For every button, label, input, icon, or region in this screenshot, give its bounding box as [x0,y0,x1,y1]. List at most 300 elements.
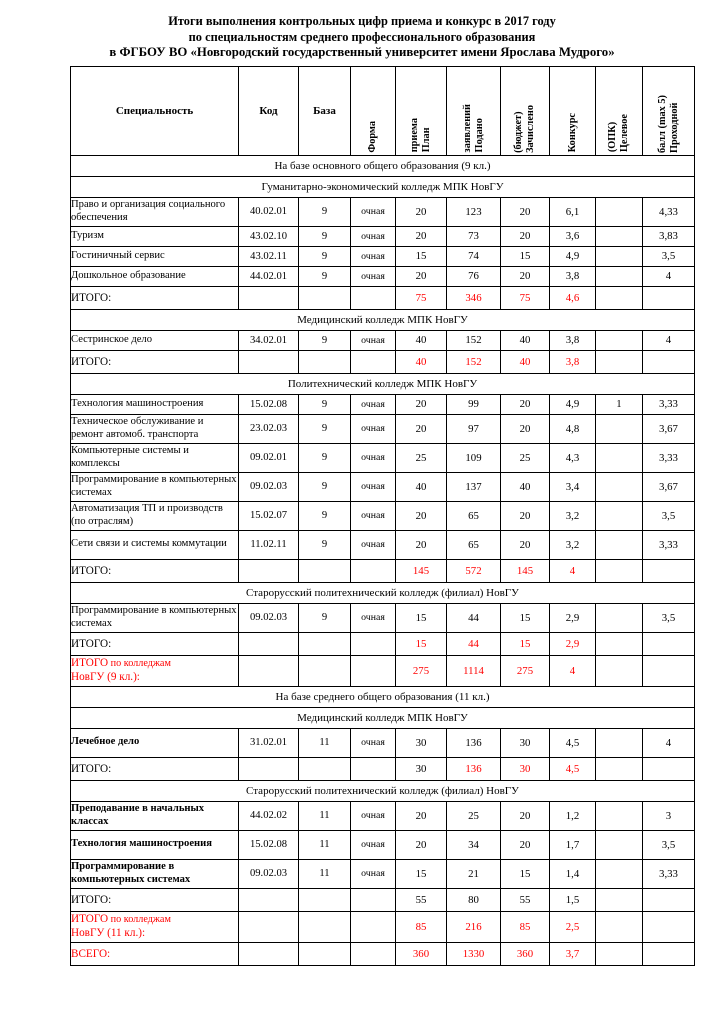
cell-competition: 3,8 [550,350,596,373]
cell-code: 15.02.08 [239,830,299,859]
table-row [71,330,695,350]
table-body [71,155,695,965]
cell-competition: 4,5 [550,757,596,780]
cell-code [239,888,299,911]
cell-plan: 15 [396,632,447,655]
cell-plan: 20 [396,226,447,246]
cell-applications: 76 [447,266,501,286]
section-header-label: Старорусский политехнический колледж (филиал) НовГУ [71,780,695,801]
cell-competition: 2,9 [550,632,596,655]
cell-enrolled: 40 [501,330,550,350]
cell-base: 9 [299,472,351,501]
cell-base [299,911,351,942]
cell-plan: 40 [396,330,447,350]
table-row [71,246,695,266]
cell-competition: 4 [550,655,596,686]
cell-competition: 4,9 [550,246,596,266]
table-row [71,226,695,246]
cell-plan: 275 [396,655,447,686]
cell-plan: 85 [396,911,447,942]
cell-passing-score [643,757,695,780]
cell-applications: 65 [447,501,501,530]
cell-target [596,603,643,632]
table-header-row [71,66,695,155]
subtotal-row [71,757,695,780]
cell-target [596,632,643,655]
cell-base: 11 [299,801,351,830]
cell-passing-score: 3,33 [643,859,695,888]
table-row [71,472,695,501]
cell-passing-score: 3,83 [643,226,695,246]
cell-specialty: Автоматизация ТП и производств (по отраслям) [71,501,239,530]
cell-form: очная [351,246,396,266]
column-header-enrolled [501,66,550,155]
title-line-3: в ФГБОУ ВО «Новгородский государственный университет имени Ярослава Мудрого» [109,45,615,59]
cell-target [596,226,643,246]
cell-target [596,728,643,757]
cell-passing-score: 3,5 [643,501,695,530]
cell-applications: 1330 [447,942,501,965]
cell-form: очная [351,266,396,286]
grand-total-label-line2: НовГУ (11 кл.): [71,926,146,939]
cell-base: 9 [299,266,351,286]
cell-enrolled: 20 [501,530,550,559]
subtotal-row [71,350,695,373]
section-header-row [71,686,695,707]
cell-form: очная [351,472,396,501]
cell-form [351,655,396,686]
subtotal-row [71,286,695,309]
grand-total-label-rest: по колледжам [108,913,171,925]
cell-base: 11 [299,859,351,888]
cell-code: 23.02.03 [239,414,299,443]
cell-specialty: Технология машиностроения [71,394,239,414]
table-row [71,830,695,859]
column-header-apps-line2: заявлений [461,104,473,153]
cell-competition: 4,6 [550,286,596,309]
cell-code [239,559,299,582]
column-header-passing-line1: Проходной [668,102,680,153]
admissions-table [70,66,695,966]
table-row [71,414,695,443]
column-header-target-line2: (ОПК) [607,122,618,153]
cell-target [596,501,643,530]
cell-code: 09.02.01 [239,443,299,472]
cell-competition: 4,9 [550,394,596,414]
cell-passing-score: 4,33 [643,197,695,226]
section-header-row [71,155,695,176]
cell-specialty: Компьютерные системы и комплексы [71,443,239,472]
cell-plan: 15 [396,603,447,632]
cell-plan: 20 [396,801,447,830]
cell-form [351,286,396,309]
cell-passing-score [643,632,695,655]
table-row [71,603,695,632]
cell-plan: 55 [396,888,447,911]
cell-plan: 20 [396,530,447,559]
cell-applications: 152 [447,330,501,350]
cell-enrolled: 20 [501,266,550,286]
cell-enrolled: 15 [501,859,550,888]
cell-specialty: Преподавание в начальных классах [71,801,239,830]
table-row [71,443,695,472]
cell-passing-score: 3,5 [643,603,695,632]
title-line-1: Итоги выполнения контрольных цифр приема и конкурс в 2017 году [168,14,556,28]
column-header-base [299,66,351,155]
cell-code [239,286,299,309]
cell-passing-score: 3 [643,801,695,830]
section-header-label: Медицинский колледж МПК НовГУ [71,707,695,728]
grand-total-label-strong: ИТОГО [71,912,109,925]
cell-base: 9 [299,603,351,632]
cell-total-label: ИТОГО: [71,286,239,309]
cell-enrolled: 15 [501,632,550,655]
cell-form [351,632,396,655]
cell-code [239,655,299,686]
cell-enrolled: 20 [501,226,550,246]
cell-plan: 30 [396,728,447,757]
cell-enrolled: 30 [501,757,550,780]
cell-code: 40.02.01 [239,197,299,226]
cell-target [596,942,643,965]
column-header-plan-line1: План [421,127,432,153]
cell-form: очная [351,443,396,472]
cell-plan: 20 [396,266,447,286]
cell-applications: 25 [447,801,501,830]
cell-plan: 15 [396,246,447,266]
cell-passing-score [643,655,695,686]
subtotal-row [71,559,695,582]
cell-plan: 360 [396,942,447,965]
cell-base [299,942,351,965]
cell-enrolled: 20 [501,394,550,414]
cell-target [596,350,643,373]
cell-specialty: Технология машиностроения [71,830,239,859]
cell-enrolled: 25 [501,443,550,472]
cell-target [596,286,643,309]
cell-plan: 20 [396,394,447,414]
cell-code: 43.02.11 [239,246,299,266]
grand-total-label-strong: ИТОГО [71,656,109,669]
cell-target [596,266,643,286]
cell-form: очная [351,414,396,443]
cell-base: 9 [299,394,351,414]
cell-base: 9 [299,330,351,350]
cell-applications: 109 [447,443,501,472]
cell-plan: 40 [396,350,447,373]
cell-applications: 74 [447,246,501,266]
cell-form: очная [351,830,396,859]
cell-applications: 152 [447,350,501,373]
cell-specialty: Сестринское дело [71,330,239,350]
cell-passing-score: 4 [643,330,695,350]
cell-base: 9 [299,501,351,530]
cell-applications: 44 [447,603,501,632]
cell-code [239,942,299,965]
column-header-plan [396,66,447,155]
cell-competition: 4 [550,559,596,582]
cell-applications: 21 [447,859,501,888]
cell-passing-score: 4 [643,728,695,757]
cell-form [351,942,396,965]
cell-form: очная [351,801,396,830]
cell-form: очная [351,859,396,888]
cell-target [596,801,643,830]
cell-target [596,330,643,350]
cell-target [596,559,643,582]
cell-competition: 3,8 [550,266,596,286]
cell-enrolled: 40 [501,472,550,501]
section-header-row [71,309,695,330]
cell-target [596,246,643,266]
section-header-label: Гуманитарно-экономический колледж МПК НовГУ [71,176,695,197]
cell-specialty: Туризм [71,226,239,246]
table-row [71,197,695,226]
section-header-row [71,780,695,801]
cell-target [596,859,643,888]
cell-form: очная [351,394,396,414]
cell-plan: 75 [396,286,447,309]
cell-code [239,757,299,780]
overall-total-row [71,942,695,965]
column-header-passing [643,66,695,155]
table-row [71,501,695,530]
cell-form: очная [351,603,396,632]
cell-specialty: Лечебное дело [71,728,239,757]
cell-specialty: Дошкольное образование [71,266,239,286]
cell-base: 9 [299,226,351,246]
cell-enrolled: 360 [501,942,550,965]
cell-enrolled: 20 [501,197,550,226]
cell-form: очная [351,330,396,350]
section-header-row [71,707,695,728]
cell-applications: 1114 [447,655,501,686]
cell-form: очная [351,501,396,530]
cell-applications: 346 [447,286,501,309]
cell-passing-score: 3,67 [643,414,695,443]
cell-plan: 20 [396,501,447,530]
table-row [71,728,695,757]
cell-competition: 4,8 [550,414,596,443]
subtotal-row [71,888,695,911]
cell-base [299,888,351,911]
cell-code [239,632,299,655]
cell-code: 44.02.02 [239,801,299,830]
cell-grand-total-label [71,911,239,942]
cell-code: 43.02.10 [239,226,299,246]
cell-enrolled: 20 [501,501,550,530]
column-header-apps [447,66,501,155]
cell-form [351,757,396,780]
cell-target [596,472,643,501]
cell-passing-score: 4 [643,266,695,286]
cell-competition: 4,3 [550,443,596,472]
cell-applications: 123 [447,197,501,226]
cell-specialty: Гостиничный сервис [71,246,239,266]
cell-enrolled: 30 [501,728,550,757]
column-header-competition-line1: Конкурс [566,113,578,153]
column-header-apps-line1: Подано [473,118,485,153]
cell-base: 11 [299,830,351,859]
cell-applications: 137 [447,472,501,501]
cell-applications: 572 [447,559,501,582]
cell-passing-score [643,350,695,373]
cell-applications: 136 [447,757,501,780]
cell-total-label: ИТОГО: [71,757,239,780]
cell-applications: 99 [447,394,501,414]
cell-specialty: Программирование в компьютерных системах [71,472,239,501]
title-line-2: по специальностям среднего профессионального образования [188,29,536,44]
table-row [71,801,695,830]
cell-passing-score [643,911,695,942]
cell-competition: 3,4 [550,472,596,501]
cell-target [596,757,643,780]
cell-passing-score [643,559,695,582]
cell-base: 9 [299,530,351,559]
cell-specialty: Право и организация социального обеспечения [71,197,239,226]
cell-target [596,655,643,686]
cell-enrolled: 15 [501,246,550,266]
cell-target [596,830,643,859]
cell-total-label: ИТОГО: [71,632,239,655]
cell-overall-total-label: ВСЕГО: [71,942,239,965]
cell-code: 15.02.07 [239,501,299,530]
cell-applications: 44 [447,632,501,655]
cell-code: 15.02.08 [239,394,299,414]
cell-base: 9 [299,414,351,443]
cell-competition: 2,9 [550,603,596,632]
cell-passing-score [643,888,695,911]
cell-target [596,414,643,443]
table-row [71,394,695,414]
cell-passing-score: 3,5 [643,830,695,859]
admissions-table-wrapper [70,66,680,966]
section-header-row [71,582,695,603]
column-header-form [351,66,396,155]
column-header-competition [550,66,596,155]
cell-base [299,655,351,686]
cell-base [299,757,351,780]
column-header-code-label: Код [259,104,278,117]
cell-competition: 4,5 [550,728,596,757]
cell-competition: 1,4 [550,859,596,888]
cell-base: 9 [299,443,351,472]
cell-passing-score: 3,33 [643,530,695,559]
column-header-spec-label: Специальность [115,104,194,117]
cell-enrolled: 20 [501,414,550,443]
cell-competition: 6,1 [550,197,596,226]
cell-specialty: Программирование в компьютерных системах [71,603,239,632]
cell-form [351,888,396,911]
cell-plan: 30 [396,757,447,780]
cell-total-label: ИТОГО: [71,350,239,373]
cell-enrolled: 55 [501,888,550,911]
cell-target [596,530,643,559]
cell-enrolled: 20 [501,801,550,830]
section-header-label: Политехнический колледж МПК НовГУ [71,373,695,394]
cell-passing-score: 3,67 [643,472,695,501]
cell-enrolled: 85 [501,911,550,942]
cell-competition: 3,2 [550,530,596,559]
cell-code: 09.02.03 [239,603,299,632]
cell-target [596,888,643,911]
section-header-label: На базе основного общего образования (9 кл.) [71,155,695,176]
cell-competition: 3,8 [550,330,596,350]
cell-competition: 3,7 [550,942,596,965]
column-header-code [239,66,299,155]
column-header-target-line1: Целевое [619,114,630,153]
cell-applications: 73 [447,226,501,246]
cell-passing-score [643,286,695,309]
cell-total-label: ИТОГО: [71,888,239,911]
cell-applications: 136 [447,728,501,757]
cell-passing-score [643,942,695,965]
page-title [34,14,690,61]
cell-base [299,350,351,373]
table-row [71,266,695,286]
table-header [71,66,695,155]
cell-competition: 1,2 [550,801,596,830]
cell-base [299,286,351,309]
section-header-label: На базе среднего общего образования (11 кл.) [71,686,695,707]
cell-code [239,911,299,942]
cell-plan: 40 [396,472,447,501]
cell-code: 09.02.03 [239,859,299,888]
cell-base [299,632,351,655]
cell-total-label: ИТОГО: [71,559,239,582]
cell-form: очная [351,728,396,757]
section-header-label: Медицинский колледж МПК НовГУ [71,309,695,330]
cell-plan: 145 [396,559,447,582]
cell-applications: 216 [447,911,501,942]
cell-form [351,911,396,942]
grand-total-row [71,655,695,686]
cell-grand-total-label [71,655,239,686]
cell-passing-score: 3,33 [643,443,695,472]
cell-applications: 97 [447,414,501,443]
cell-base: 11 [299,728,351,757]
cell-applications: 80 [447,888,501,911]
subtotal-row [71,632,695,655]
cell-passing-score: 3,5 [643,246,695,266]
cell-form [351,350,396,373]
cell-competition: 3,2 [550,501,596,530]
grand-total-label-line2: НовГУ (9 кл.): [71,670,140,683]
column-header-target [596,66,643,155]
cell-competition: 1,5 [550,888,596,911]
cell-target [596,197,643,226]
table-row [71,530,695,559]
cell-enrolled: 15 [501,603,550,632]
cell-competition: 2,5 [550,911,596,942]
column-header-plan-line2: приема [409,118,420,153]
column-header-passing-line2: балл (max 5) [656,94,668,153]
cell-target: 1 [596,394,643,414]
cell-specialty: Программирование в компьютерных системах [71,859,239,888]
cell-form: очная [351,197,396,226]
cell-enrolled: 40 [501,350,550,373]
column-header-spec [71,66,239,155]
cell-competition: 3,6 [550,226,596,246]
cell-code: 09.02.03 [239,472,299,501]
cell-target [596,443,643,472]
cell-enrolled: 275 [501,655,550,686]
cell-plan: 25 [396,443,447,472]
table-row [71,859,695,888]
cell-applications: 65 [447,530,501,559]
cell-base [299,559,351,582]
section-header-row [71,176,695,197]
